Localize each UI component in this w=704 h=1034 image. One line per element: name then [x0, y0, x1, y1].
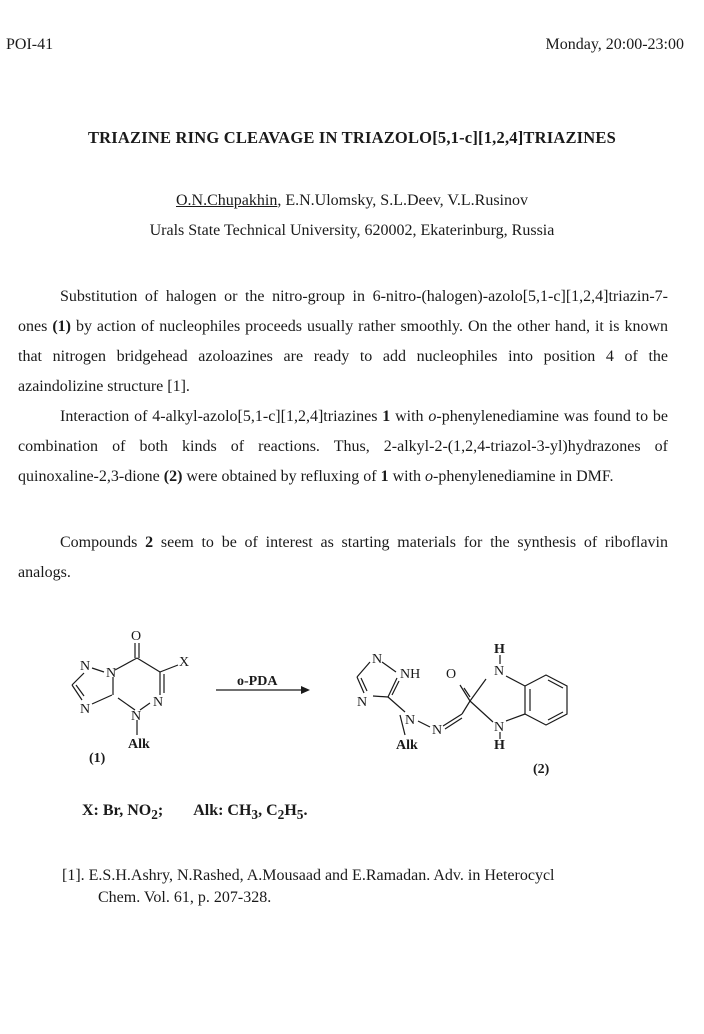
arrow-label: o-PDA: [237, 674, 278, 689]
c2-n-hydrazone-2: N: [432, 723, 443, 738]
c1-n-bridge: N: [106, 666, 117, 681]
p2-ortho-2: o: [425, 468, 434, 485]
compound-2-structure: [357, 655, 567, 739]
c2-h-bottom: H: [494, 738, 505, 753]
co-authors: , E.N.Ulomsky, S.L.Deev, V.L.Rusinov: [277, 192, 528, 209]
reference-line-1: [1]. E.S.H.Ashry, N.Rashed, A.Mousaad and E.Ramadan. Adv. in Heterocycl: [62, 867, 555, 884]
legend-alk-sub3: 5: [296, 807, 304, 823]
paragraph-3: [18, 528, 668, 588]
c1-n-left-top: N: [80, 659, 91, 674]
compound-1-structure: [72, 643, 178, 735]
c2-n-hydrazone-1: N: [405, 713, 416, 728]
p3-text-c: seem to be of interest as starting materials for the synthesis of riboflavin analogs.: [18, 534, 669, 581]
c2-n-quin-top: N: [494, 664, 505, 679]
c1-n-right: N: [153, 695, 164, 710]
p1-text-c: by action of nucleophiles proceeds usually rather smoothly. On the other hand, it is known that nitrogen bridgehead azoloazines are ready to add nucleophiles into position 4 of the azaindolizine structure [1].: [18, 318, 669, 395]
c2-n-quin-bottom: N: [494, 720, 505, 735]
substituent-legend: [82, 802, 307, 823]
legend-x-sub: 2: [151, 807, 158, 823]
p2-compound-1: 1: [382, 408, 391, 425]
c2-alkyl: Alk: [396, 738, 418, 753]
session-time: Monday, 20:00-23:00: [545, 36, 684, 53]
p2-compound-1b: 1: [380, 468, 389, 485]
affiliation: Urals State Technical University, 620002, Ekaterinburg, Russia: [149, 222, 555, 239]
author-list: [0, 192, 704, 210]
c2-n-top: N: [372, 652, 383, 667]
c2-nh: NH: [400, 667, 421, 682]
p1-compound-ref: (1): [52, 318, 71, 335]
c1-alkyl: Alk: [128, 737, 150, 752]
p2-text-i: with: [388, 468, 426, 485]
p2-text-a: Interaction of 4-alkyl-azolo[5,1-c][1,2,4]triazines: [60, 408, 383, 425]
legend-alk-sub1: 3: [251, 807, 259, 823]
legend-x-end: ;: [157, 802, 164, 819]
p3-text-a: Compounds: [60, 534, 146, 551]
c2-n-left: N: [357, 695, 368, 710]
reaction-scheme: [0, 615, 704, 790]
p2-text-g: were obtained by refluxing of: [182, 468, 381, 485]
paragraph-2: [18, 402, 668, 492]
compound-1-label: (1): [89, 751, 106, 766]
legend-alk-label: Alk: CH: [193, 802, 252, 819]
p2-compound-2: (2): [163, 468, 183, 485]
paragraph-1: [18, 282, 668, 402]
c1-substituent-x: X: [179, 655, 190, 670]
p2-ortho-1: o: [428, 408, 437, 425]
compound-2-label: (2): [533, 762, 550, 777]
reaction-arrow: [216, 674, 310, 694]
legend-alk-sub2: 2: [277, 807, 285, 823]
p2-text-k: -phenylenediamine in DMF.: [433, 468, 614, 485]
reference-line-2: Chem. Vol. 61, p. 207-328.: [98, 889, 272, 906]
c1-carbonyl-o: O: [131, 629, 142, 644]
presenting-author: O.N.Chupakhin: [176, 192, 278, 209]
p2-text-e: -phenylenediamine was found to be combination of both kinds of reactions. Thus, 2-alkyl-2-(1,2,4-triazol-3-yl)hydrazones of quinoxaline-2,3-dione: [18, 408, 668, 485]
compound-2-atoms: [357, 642, 550, 777]
c1-n-left-bottom: N: [80, 702, 91, 717]
c2-carbonyl-o: O: [446, 667, 457, 682]
legend-alk-mid: , C: [258, 802, 278, 819]
p2-text-c: with: [390, 408, 429, 425]
legend-alk-end: .: [303, 802, 308, 819]
c1-n-bottom: N: [131, 709, 142, 724]
legend-alk-h: H: [284, 802, 297, 819]
p1-text-a: Substitution of halogen or the nitro-group in 6-nitro-(halogen)-azolo[5,1-c][1,2,4]triazin-7-ones: [18, 288, 668, 335]
reference-1: [62, 865, 670, 909]
p3-compound-2: 2: [145, 534, 154, 551]
c2-h-top: H: [494, 642, 505, 657]
paper-title: TRIAZINE RING CLEAVAGE IN TRIAZOLO[5,1-c][1,2,4]TRIAZINES: [87, 128, 617, 147]
poster-code: POI-41: [6, 36, 54, 53]
legend-x-label: X: Br, NO: [82, 802, 152, 819]
